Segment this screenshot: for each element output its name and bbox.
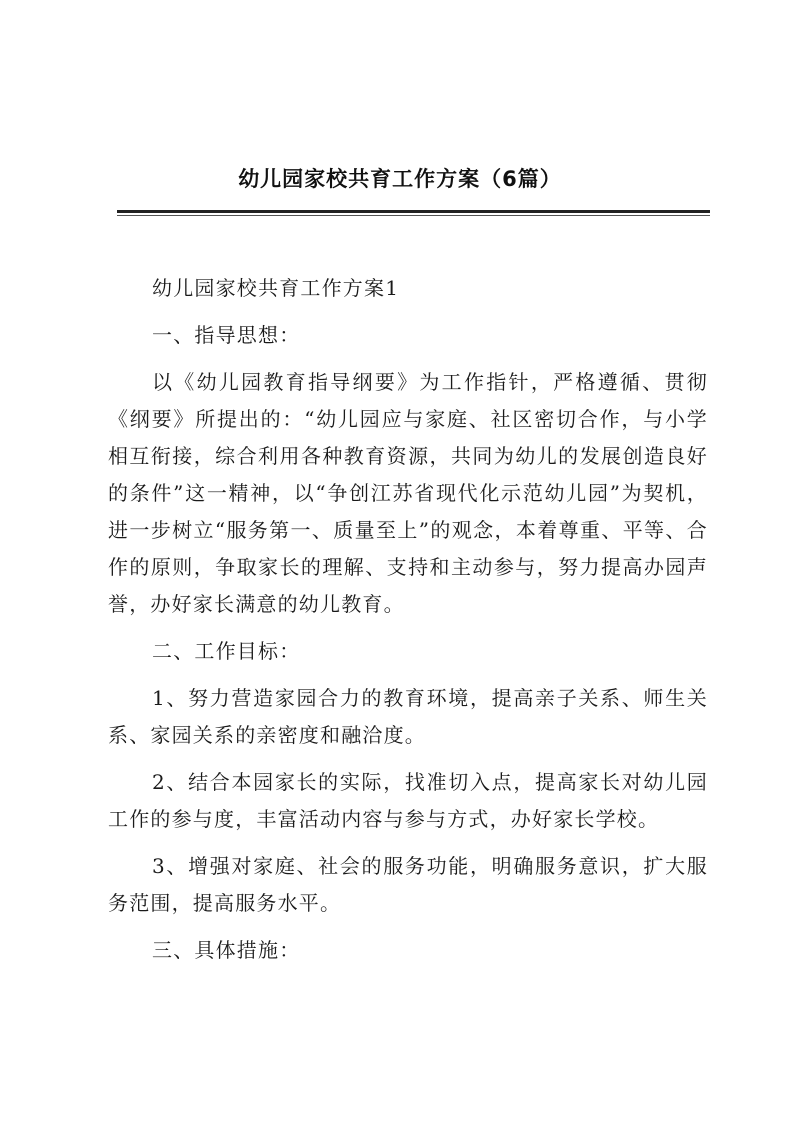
subheading-measures: 三、具体措施：: [152, 938, 301, 962]
subheading-guiding-thought: 一、指导思想：: [152, 323, 301, 347]
document-title: 幼儿园家校共育工作方案（6篇）: [238, 167, 562, 191]
title-divider-thin: [117, 215, 710, 216]
section-heading: 幼儿园家校共育工作方案1: [152, 276, 400, 300]
paragraph-guiding-thought: 以《幼儿园教育指导纲要》为工作指针，严格遵循、贯彻《纲要》所提出的：“幼儿园应与家庭、社区密切合作，与小学相互衔接，综合利用各种教育资源，共同为幼儿的发展创造良好的条件”这一精神，以“争创江苏省现代化示范幼儿园”为契机，进一步树立“服务第一、质量至上”的观念，本着尊重、平等、合作的原则，争取家长的理解、支持和主动参与，努力提高办园声誉，办好家长满意的幼儿教育。: [108, 370, 708, 616]
paragraph-goal-2: 2、结合本园家长的实际，找准切入点，提高家长对幼儿园工作的参与度，丰富活动内容与参与方式，办好家长学校。: [108, 770, 708, 831]
document-body: [108, 270, 708, 979]
paragraph-goal-3: 3、增强对家庭、社会的服务功能，明确服务意识，扩大服务范围，提高服务水平。: [108, 854, 708, 915]
paragraph-goal-1: 1、努力营造家园合力的教育环境，提高亲子关系、师生关系、家园关系的亲密度和融洽度。: [108, 686, 708, 747]
title-divider: [117, 210, 710, 213]
subheading-work-goals: 二、工作目标：: [152, 639, 301, 663]
